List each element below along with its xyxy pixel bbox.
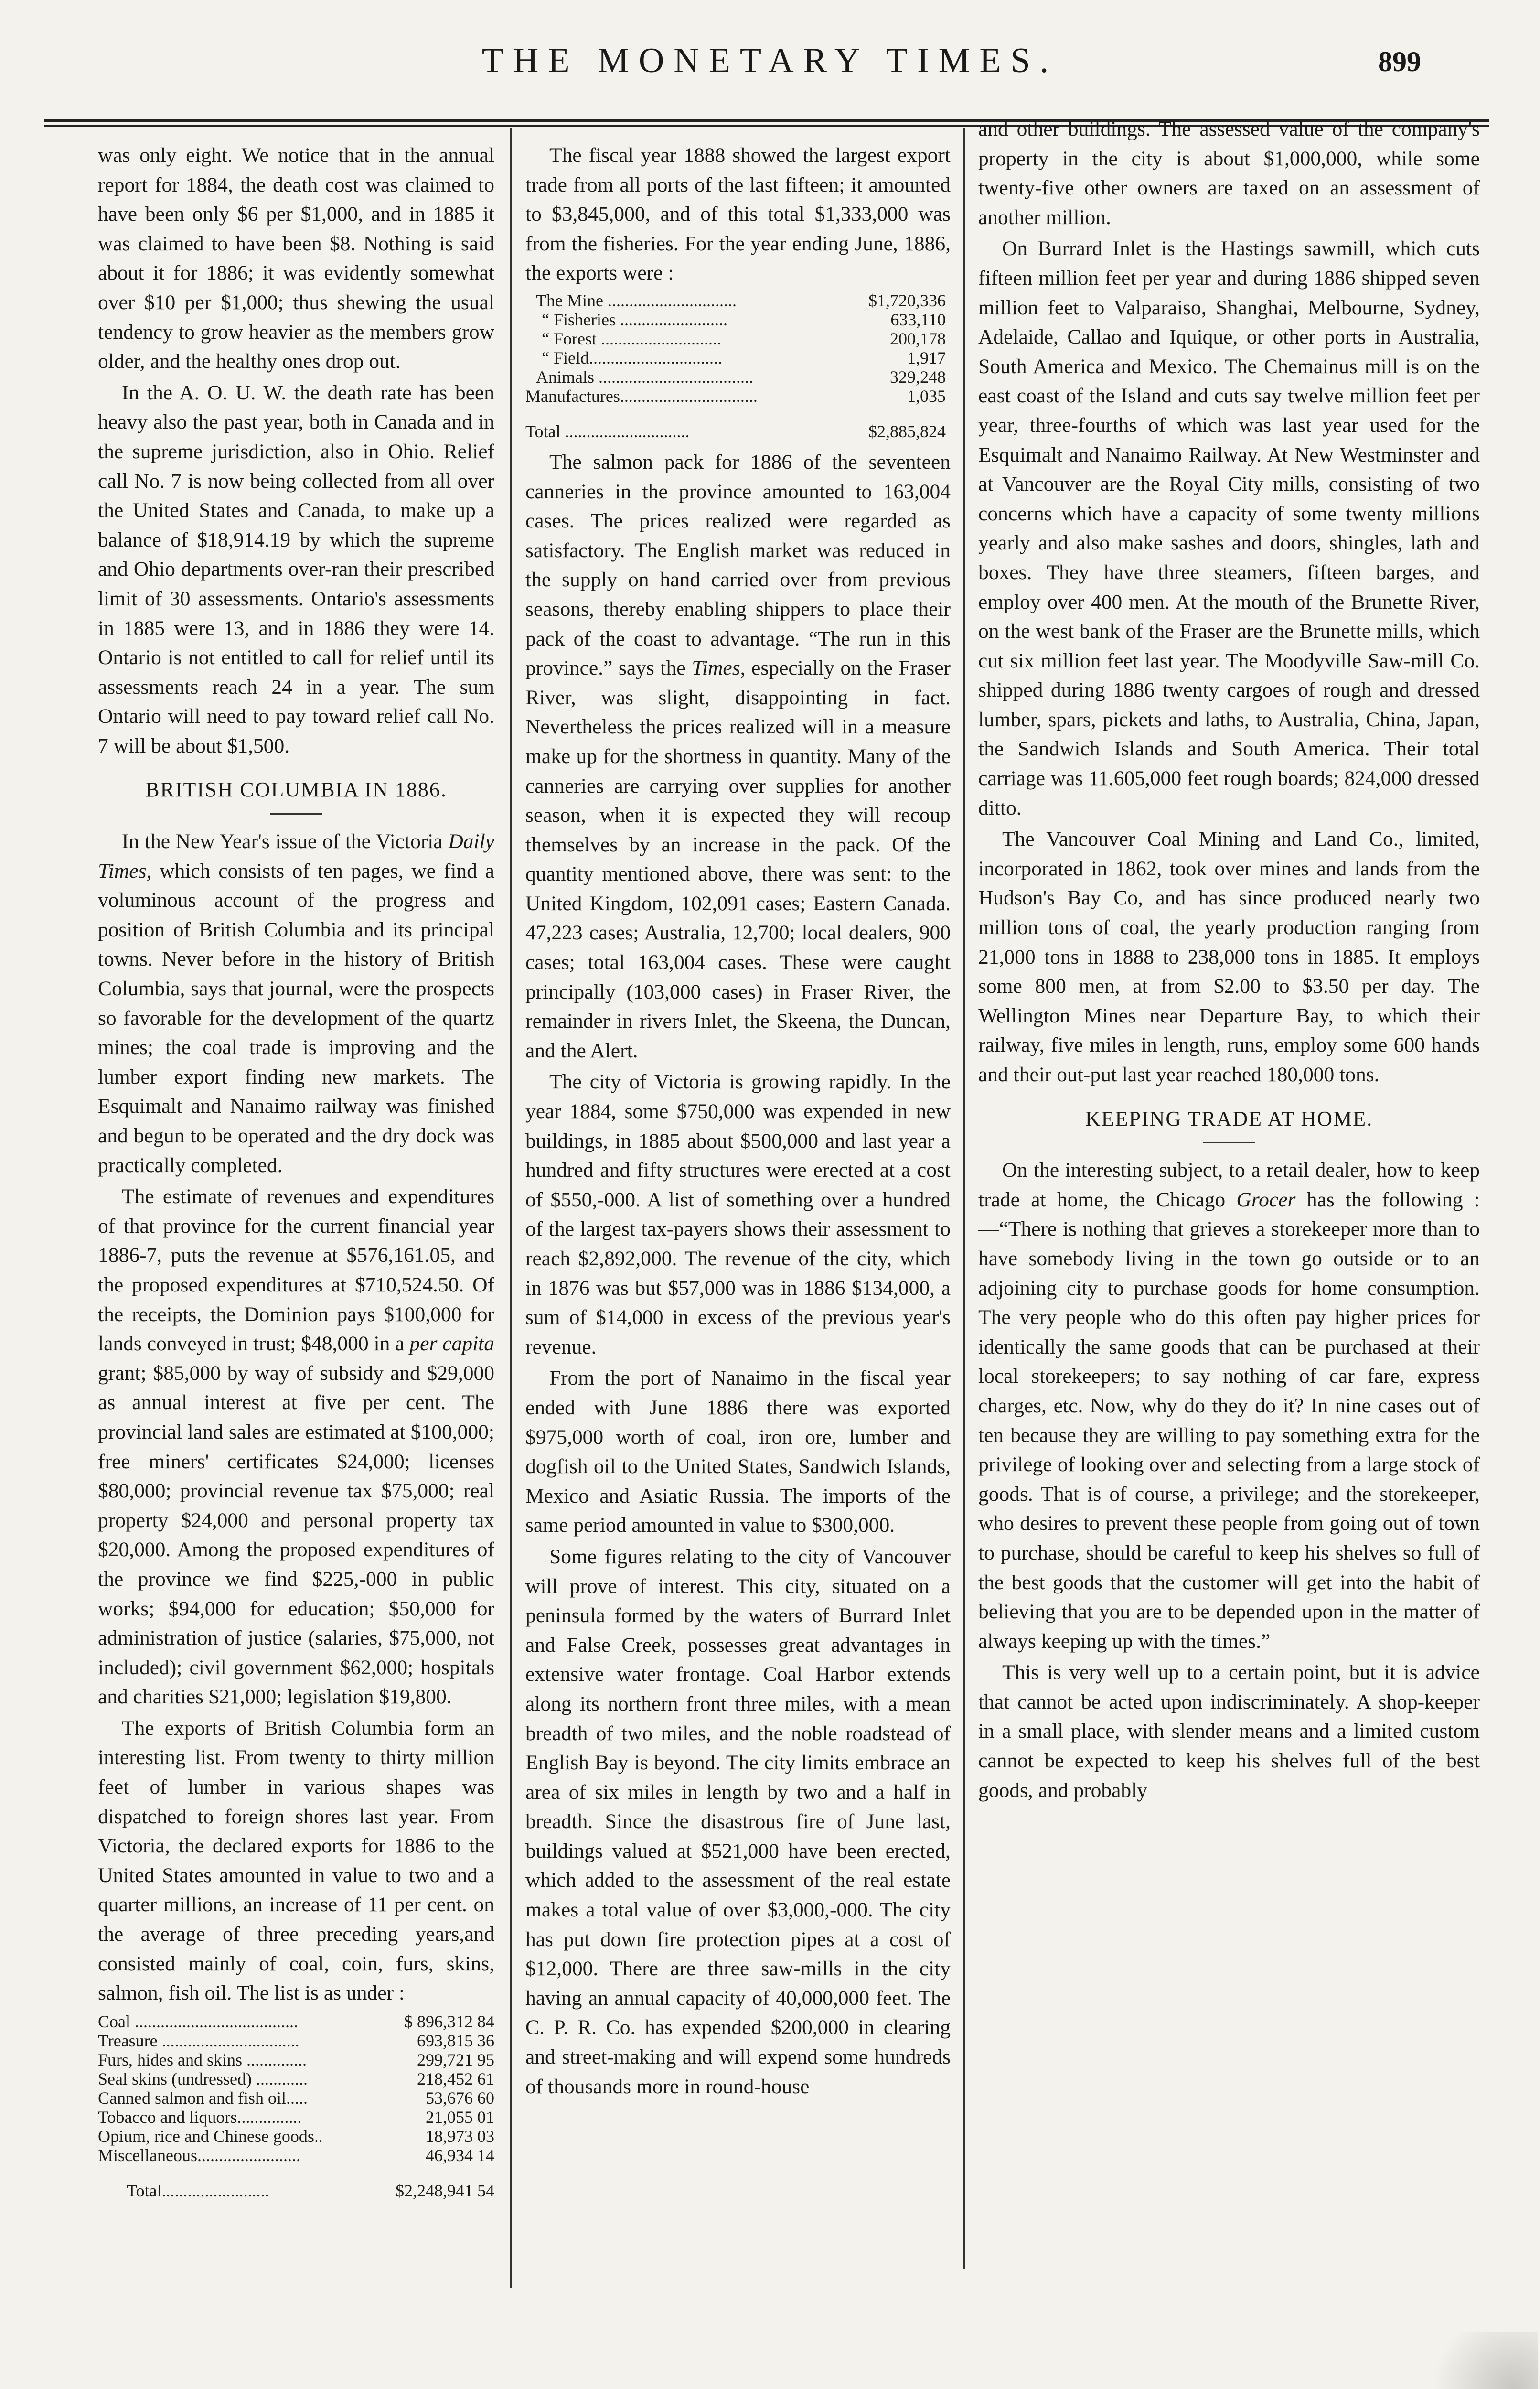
text-run: The estimate of revenues and expenditures of that province for the current financial year 1886-7, puts the revenue at $576,161.05, and the proposed expenditures at $710,524.50. Of the receipts, the Dominion pays $100,000 for lands conveyed in trust; $48,000 in a: [98, 1185, 494, 1356]
table-row: [98, 2088, 494, 2108]
table-row: [98, 2146, 494, 2165]
row-amount: 21,055 01: [426, 2107, 494, 2127]
table-row: [525, 367, 946, 387]
scan-smudge: [1414, 2332, 1538, 2389]
heading-rule: [1203, 1142, 1255, 1143]
col1-paragraph: In the A. O. U. W. the death rate has been heavy also the past year, both in Canada and in the supreme jurisdiction, also in Ohio. Relief call No. 7 is now being collected from all over the United States and Canada, to make up a balance of $18,914.19 by which the supreme and Ohio departments over-ran their prescribed limit of 30 assessments. Ontario's assessments in 1885 were 13, and in 1886 they were 14. Ontario is not entitled to call for relief until its assessments reach 24 in a year. The sum Ontario will need to pay toward relief call No. 7 will be about $1,500.: [98, 381, 494, 757]
total-label: Total .............................: [525, 421, 690, 441]
table-row: [525, 348, 946, 367]
row-label: Furs, hides and skins ..............: [98, 2050, 307, 2069]
masthead: THE MONETARY TIMES.: [481, 41, 1059, 80]
row-label: Miscellaneous........................: [98, 2145, 300, 2165]
article-heading-british-columbia: BRITISH COLUMBIA IN 1886.: [145, 778, 447, 802]
page-number: 899: [1378, 46, 1421, 77]
row-label: The Mine ..............................: [536, 291, 737, 310]
col1-paragraph: was only eight. We notice that in the annual report for 1884, the death cost was claimed to have been only $6 per $1,000, and in 1885 it was claimed to have been $8. Nothing is said about it for 1886; it was evidently somewhat over $10 per $1,000; thus shewing the usual tendency to grow heavier as the members grow older, and the healthy ones drop out.: [98, 144, 494, 373]
row-amount: 53,676 60: [426, 2088, 494, 2108]
column-rule-right: [963, 128, 965, 2269]
exports-table-1886: [525, 291, 946, 441]
text-run: , especially on the Fraser River, was slight, disappointing in fact. Nevertheless the prices realized will in a measure make up for the shortness in quantity. Many of the canneries are carrying over supplies for another season, when it is expected they will recoup themselves by an increase in the pack. Of the quantity mentioned above, there was sent: to the United Kingdom, 102,091 cases; Eastern Canada. 47,223 cases; Australia, 12,700; local dealers, 900 cases; total 163,004 cases. These were caught principally (103,000 cases) in Fraser River, the remainder in rivers Inlet, the Skeena, the Duncan, and the Alert.: [525, 656, 951, 1062]
row-label: “ Fisheries .........................: [542, 310, 727, 329]
row-label: Manufactures................................: [525, 386, 758, 406]
total-amount: $2,885,824: [868, 421, 946, 441]
row-amount: $ 896,312 84: [404, 2012, 494, 2031]
col3-paragraph: and other buildings. The assessed value of the company's property in the city is about $1,000,000, while some twenty-five other owners are taxed on an assessment of another million.: [978, 118, 1480, 229]
row-label: Opium, rice and Chinese goods..: [98, 2126, 323, 2146]
row-label: Animals ....................................: [536, 367, 753, 387]
table-row: [98, 2050, 494, 2069]
table-total-row: [525, 422, 946, 441]
col3-paragraph: The Vancouver Coal Mining and Land Co., limited, incorporated in 1862, took over mines and lands from the Hudson's Bay Co, and has since produced nearly two million tons of coal, the yearly production ranging from 21,000 tons in 1888 to 238,000 tons in 1885. It employs some 800 men, at from $2.00 to $3.50 per day. The Wellington Mines near Departure Bay, to which their railway, five miles in length, runs, employ some 600 hands and their out-put last year reached 180,000 tons.: [978, 828, 1480, 1086]
row-label: Seal skins (undressed) ............: [98, 2069, 308, 2088]
italic-title: Times: [692, 656, 740, 680]
exports-table-victoria: [98, 2012, 494, 2200]
row-label: Canned salmon and fish oil.....: [98, 2088, 308, 2108]
text-run: has the following :—“There is nothing that grieves a storekeeper more than to have somebody living in the town go outside or to an adjoining city to purchase goods for home consumption. The very people who do this often pay higher prices for identically the same goods that can be purchased at their local storekeepers; to say nothing of car fare, express charges, etc. Now, why do they do it? In nine cases out of ten because they are willing to pay something extra for the privilege of looking over and selecting from a large stock of goods. That is of course, a privilege; and the storekeeper, who desires to prevent these people from going out of town to purchase, should be careful to keep his shelves so full of the best goods that the customer will get into the habit of believing that you are to be depended upon in the matter of always keeping up with the times.”: [978, 1188, 1480, 1653]
col2-paragraph: From the port of Nanaimo in the fiscal year ended with June 1886 there was exported $975,000 worth of coal, iron ore, lumber and dogfish oil to the United States, Sandwich Islands, Mexico and Asiatic Russia. The imports of the same period amounted in value to $300,000.: [525, 1367, 951, 1537]
row-amount: 1,917: [907, 348, 946, 367]
text-run: grant; $85,000 by way of subsidy and $29,000 as annual interest at five per cent. The provincial land sales are estimated at $100,000; free miners' certificates $24,000; licenses $80,000; provincial revenue tax $75,000; real property $24,000 and personal property tax $20,000. Among the proposed expenditures of the province we find $225,-000 in public works; $94,000 for education; $50,000 for administration of justice (salaries, $75,000, not included); civil government $62,000; hospitals and charities $21,000; legislation $19,800.: [98, 1361, 494, 1709]
italic-phrase: per capita: [409, 1332, 494, 1356]
table-row: [98, 2069, 494, 2088]
table-row: [98, 2031, 494, 2050]
row-amount: 693,815 36: [417, 2031, 494, 2050]
row-label: “ Field...............................: [542, 348, 722, 367]
column-rule-left: [510, 128, 512, 2288]
table-row: [525, 291, 946, 310]
col2-paragraph: The city of Victoria is growing rapidly. In the year 1884, some $750,000 was expended in new buildings, in 1885 about $500,000 and last year a hundred and fifty structures were erected at a cost of $550,-000. A list of something over a hundred of the largest tax-payers shows their assessment to reach $2,892,000. The revenue of the city, which in 1876 was but $57,000 was in 1886 $134,000, a sum of $14,000 in excess of the previous year's revenue.: [525, 1070, 951, 1358]
row-amount: 200,178: [890, 329, 946, 348]
table-row: [525, 387, 946, 406]
column-2: [525, 141, 951, 2101]
row-label: Coal ......................................: [98, 2012, 298, 2031]
col1-paragraph: [98, 1182, 494, 1712]
table-total-row: [98, 2181, 494, 2200]
table-row: [98, 2127, 494, 2146]
col3-paragraph: On Burrard Inlet is the Hastings sawmill, which cuts fifteen million feet per year and during 1886 shipped seven million feet to Valparaiso, Shanghai, Melbourne, Sydney, Adelaide, Callao and Iquique, or other ports in Australia, South America and Mexico. The Chemainus mill is on the east coast of the Island and cuts say twelve million feet per year, three-fourths of which was last year used for the Esquimalt and Nanaimo Railway. At New Westminster and at Vancouver are the Royal City mills, consisting of two concerns which have a capacity of some twenty millions yearly and also make sashes and doors, shingles, lath and boxes. They have three steamers, fifteen barges, and employ over 400 men. At the mouth of the Brunette River, on the west bank of the Fraser are the Brunette mills, which cut six million feet last year. The Moodyville Saw-mill Co. shipped during 1886 twenty cargoes of rough and dressed lumber, spars, pickets and laths, to Australia, China, Japan, the Sandwich Islands and South America. Their total carriage was 11.605,000 feet rough boards; 824,000 dressed ditto.: [978, 237, 1480, 819]
row-amount: 329,248: [890, 367, 946, 387]
text-run: The salmon pack for 1886 of the seventeen canneries in the province amounted to 163,004 cases. The prices realized were regarded as satisfactory. The English market was reduced in the supply on hand carried over from previous seasons, thereby enabling shippers to place their pack of the coast to advantage. “The run in this province.” says the: [525, 450, 951, 680]
row-amount: 218,452 61: [417, 2069, 494, 2088]
row-label: Tobacco and liquors...............: [98, 2107, 302, 2127]
table-row: [525, 329, 946, 348]
heading-rule: [270, 813, 322, 815]
row-amount: 18,973 03: [426, 2126, 494, 2146]
text-run: In the New Year's issue of the Victoria: [122, 830, 449, 853]
row-amount: 46,934 14: [426, 2145, 494, 2165]
row-amount: $1,720,336: [868, 291, 946, 310]
total-amount: $2,248,941 54: [396, 2181, 494, 2200]
row-label: Treasure ................................: [98, 2031, 299, 2050]
table-row: [525, 310, 946, 329]
table-row: [98, 2108, 494, 2127]
row-amount: 633,110: [890, 310, 946, 329]
col1-paragraph: [98, 827, 494, 1180]
row-amount: 1,035: [907, 386, 946, 406]
col1-paragraph: The exports of British Columbia form an interesting list. From twenty to thirty million feet of lumber in various shapes was dispatched to foreign shores last year. From Victoria, the declared exports for 1886 to the United States amounted in value to two and a quarter millions, an increase of 11 per cent. on the average of three preceding years,and consisted mainly of coal, coin, furs, skins, salmon, fish oil. The list is as under :: [98, 1716, 494, 2005]
row-amount: 299,721 95: [417, 2050, 494, 2069]
table-row: [98, 2012, 494, 2031]
column-1: [98, 141, 494, 2205]
col2-paragraph: [525, 448, 951, 1065]
italic-title: Grocer: [1236, 1188, 1296, 1211]
col3-paragraph: [978, 1156, 1480, 1656]
column-3: [978, 115, 1480, 1805]
article-heading-keeping-trade: KEEPING TRADE AT HOME.: [1085, 1107, 1373, 1130]
col3-paragraph: This is very well up to a certain point, but it is advice that cannot be acted upon indiscriminately. A shop-keeper in a small place, with slender means and a limited custom cannot be expected to keep his shelves full of the best goods, and probably: [978, 1661, 1480, 1802]
text-run: On the interesting subject, to a retail dealer, how to keep trade at home, the Chicago: [978, 1159, 1480, 1211]
italic-title: Daily Times: [98, 830, 494, 882]
total-label: Total.........................: [127, 2181, 269, 2200]
text-run: , which consists of ten pages, we find a voluminous account of the progress and position of British Columbia and its principal towns. Never before in the history of British Columbia, says that journal, were the prospects so favorable for the development of the quartz mines; the coal trade is improving and the lumber export finding new markets. The Esquimalt and Nanaimo railway was finished and begun to be operated and the dry dock was practically completed.: [98, 859, 494, 1177]
col2-paragraph: Some figures relating to the city of Vancouver will prove of interest. This city, situated on a peninsula formed by the waters of Burrard Inlet and False Creek, possesses great advantages in extensive water frontage. Coal Harbor extends along its northern front three miles, with a mean breadth of two miles, and the noble roadstead of English Bay is beyond. The city limits embrace an area of six miles in length by two and a half in breadth. Since the disastrous fire of June last, buildings valued at $521,000 have been erected, which added to the assessment of the real estate makes a total value of over $3,000,-000. The city has put down fire protection pipes at a cost of $12,000. There are three saw-mills in the city having an annual capacity of 40,000,000 feet. The C. P. R. Co. has expended $200,000 in clearing and street-making and will expend some hundreds of thousands more in round-house: [525, 1545, 951, 2098]
col2-paragraph: The fiscal year 1888 showed the largest export trade from all ports of the last fifteen; it amounted to $3,845,000, and of this total $1,333,000 was from the fisheries. For the year ending June, 1886, the exports were :: [525, 144, 951, 285]
row-label: “ Forest ............................: [542, 329, 721, 348]
